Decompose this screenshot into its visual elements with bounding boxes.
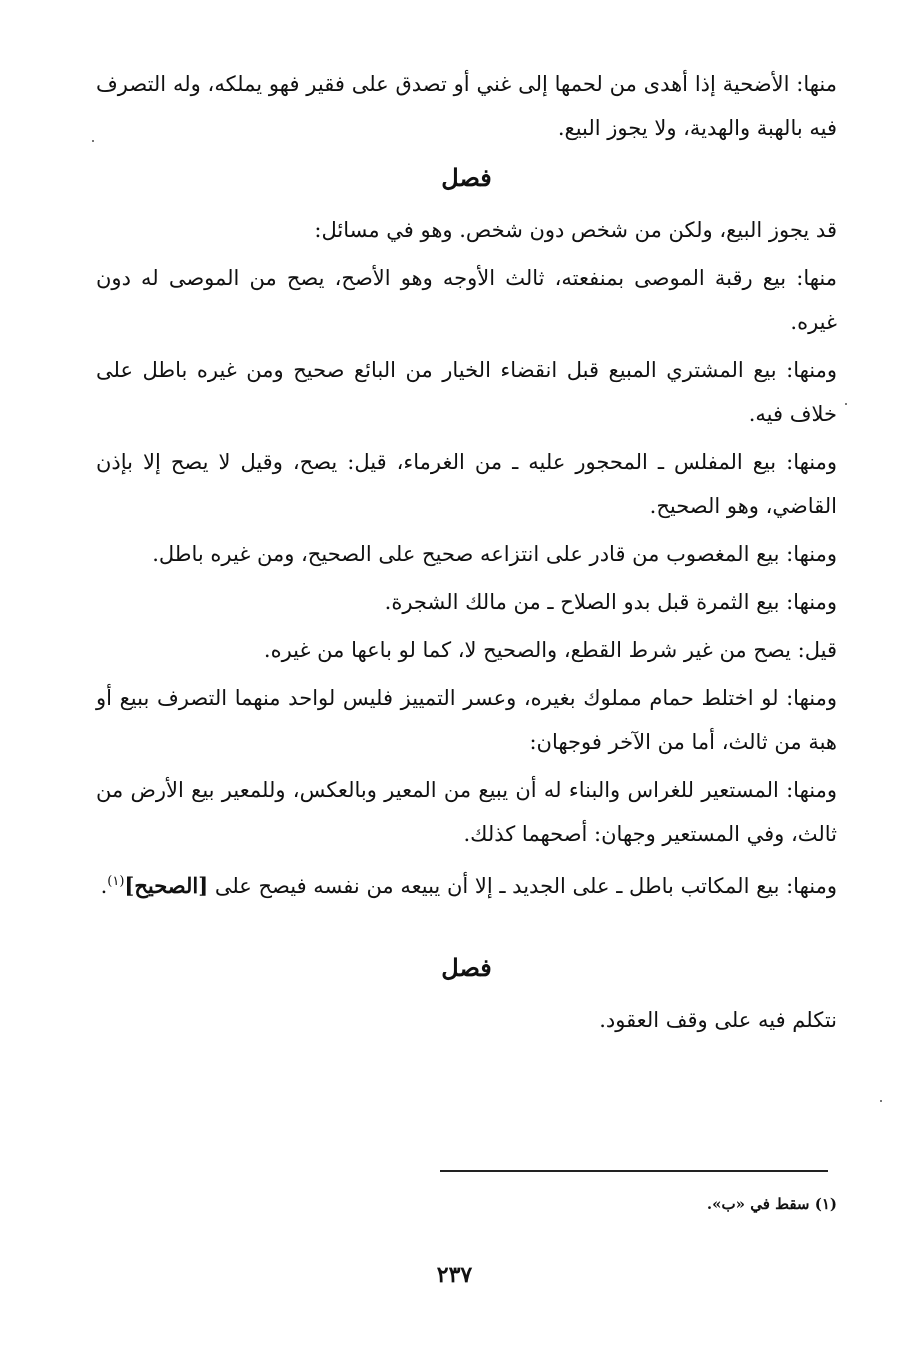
paragraph: ومنها: بيع المشتري المبيع قبل انقضاء الخيار من البائع صحيح ومن غيره باطل على خلاف فيه. xyxy=(96,358,837,426)
scan-speck xyxy=(92,140,94,142)
section-heading: فصل xyxy=(441,163,492,192)
paragraph: ومنها: لو اختلط حمام مملوك بغيره، وعسر التمييز فليس لواحد منهما التصرف ببيع أو هبة من ثالث، أما من الآخر فوجهان: xyxy=(96,686,837,754)
main-text xyxy=(96,62,837,1046)
paragraph: منها: الأضحية إذا أهدى من لحمها إلى غني أو تصدق على فقير فهو يملكه، وله التصرف فيه بالهبة والهدية، ولا يجوز البيع. xyxy=(96,72,837,140)
paragraph: ومنها: بيع المغصوب من قادر على انتزاعه صحيح على الصحيح، ومن غيره باطل. xyxy=(152,542,837,566)
scan-speck xyxy=(880,1100,882,1102)
section-heading: فصل xyxy=(441,953,492,982)
paragraph: نتكلم فيه على وقف العقود. xyxy=(599,1008,837,1032)
paragraph: ومنها: بيع الثمرة قبل بدو الصلاح ـ من مالك الشجرة. xyxy=(384,590,837,614)
page-number: ٢٣٧ xyxy=(436,1262,473,1288)
bracketed-term: [الصحيح] xyxy=(124,873,209,898)
footnote: (١) سقط في «ب». xyxy=(706,1195,837,1213)
paragraph: قد يجوز البيع، ولكن من شخص دون شخص. وهو في مسائل: xyxy=(314,218,837,242)
paragraph: ومنها: بيع المفلس ـ المحجور عليه ـ من الغرماء، قيل: يصح، وقيل لا يصح إلا بإذن القاضي، وهو الصحيح. xyxy=(96,450,837,518)
paragraph-text: ومنها: بيع المكاتب باطل ـ على الجديد ـ إلا أن يبيعه من نفسه فيصح على xyxy=(208,874,837,898)
footnote-separator xyxy=(440,1170,828,1172)
paragraph: قيل: يصح من غير شرط القطع، والصحيح لا، كما لو باعها من غيره. xyxy=(263,638,837,662)
paragraph: ومنها: المستعير للغراس والبناء له أن يبيع من المعير وبالعكس، وللمعير بيع الأرض من ثالث، وفي المستعير وجهان: أصحهما كذلك. xyxy=(96,778,837,846)
paragraph: منها: بيع رقبة الموصى بمنفعته، ثالث الأوجه وهو الأصح، يصح من الموصى له دون غيره. xyxy=(96,266,837,334)
scan-speck xyxy=(845,403,847,405)
footnote-marker: (١) xyxy=(107,874,125,889)
paragraph-with-footnote xyxy=(96,860,837,908)
period: . xyxy=(100,874,108,898)
